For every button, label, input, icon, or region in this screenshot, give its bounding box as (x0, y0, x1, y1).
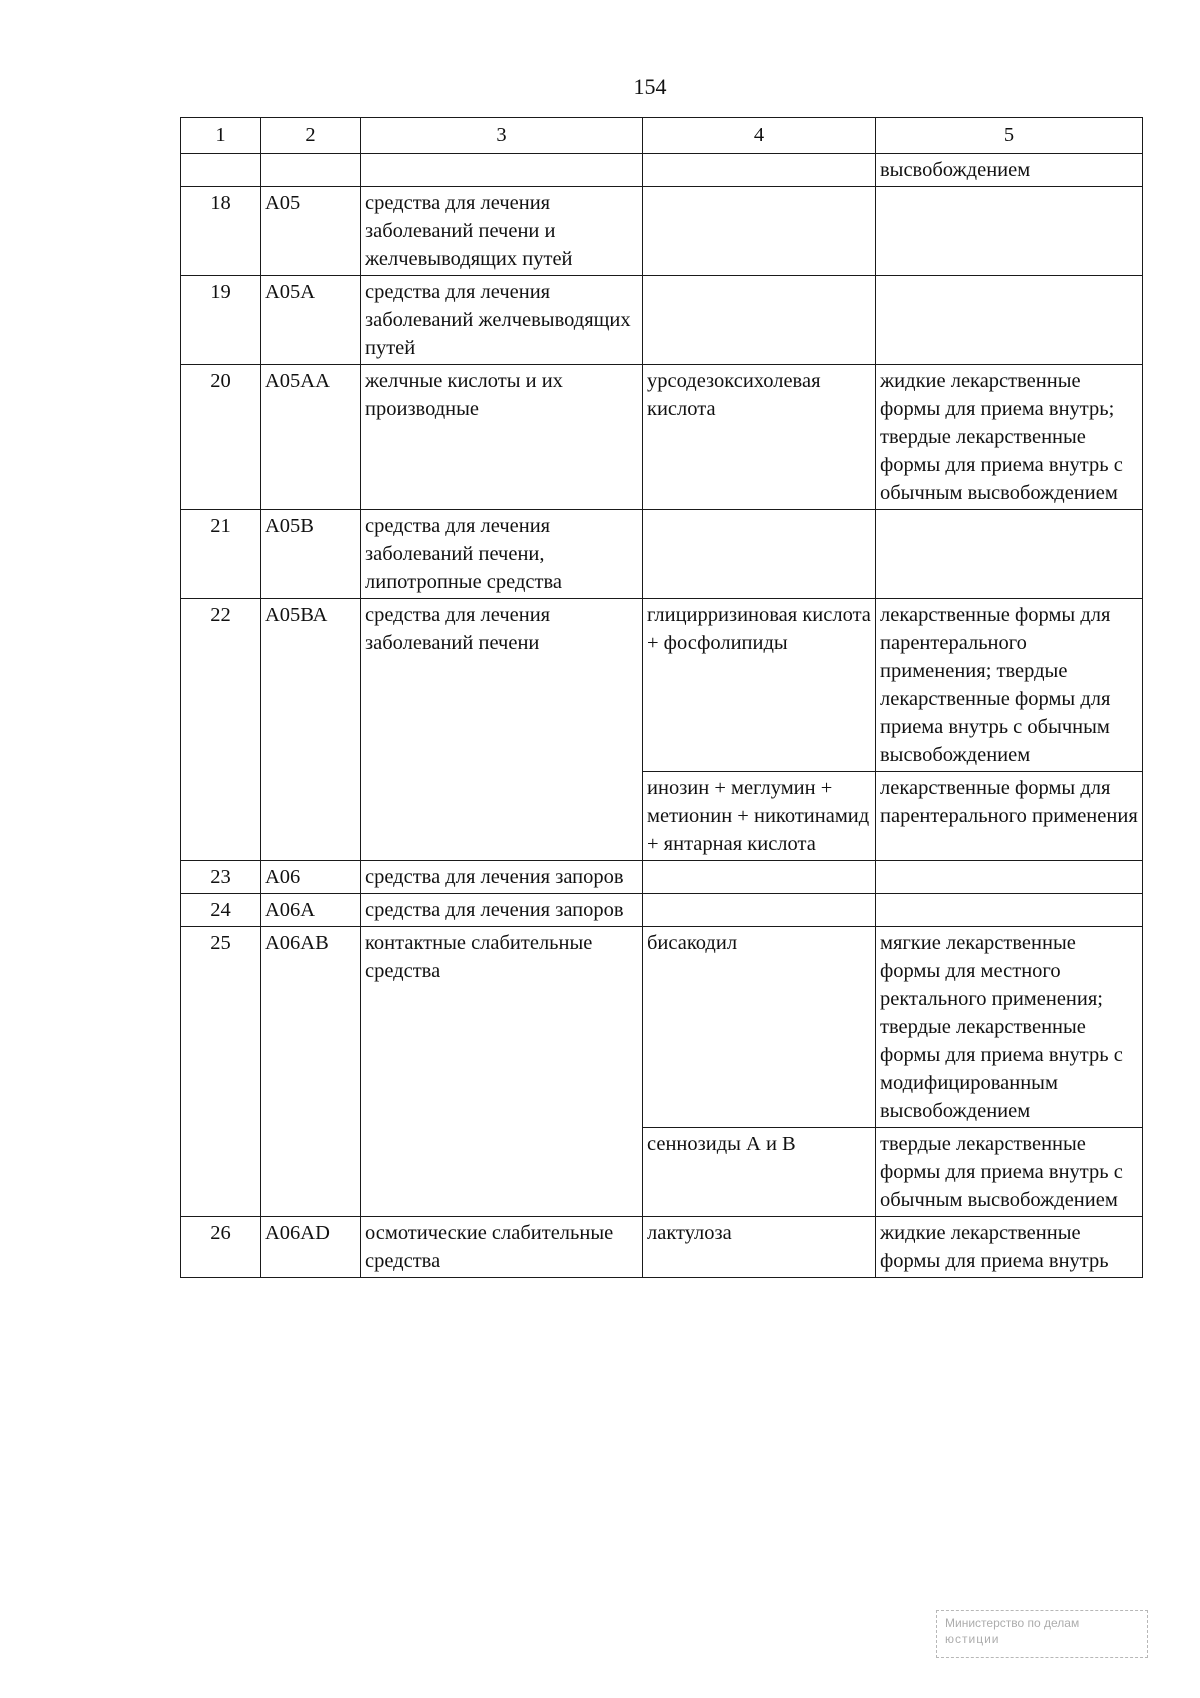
drug-name-cell: лактулоза (643, 1217, 876, 1278)
atc-code-cell: А06АВ (261, 927, 361, 1217)
table-row (181, 187, 1143, 276)
table-row (181, 861, 1143, 894)
header-cell-5: 5 (876, 118, 1143, 154)
dosage-forms-cell: жидкие лекарственные формы для приема внутрь (876, 1217, 1143, 1278)
row-number-cell: 23 (181, 861, 261, 894)
atc-code-cell: А05В (261, 510, 361, 599)
row-number-cell: 25 (181, 927, 261, 1217)
drug-name-cell: бисакодил (643, 927, 876, 1128)
dosage-forms-cell: лекарственные формы для парентерального применения; твердые лекарственные формы для приема внутрь с обычным высвобождением (876, 599, 1143, 772)
atc-code-cell: А05АА (261, 365, 361, 510)
dosage-forms-cell (876, 187, 1143, 276)
atc-code-cell: А05 (261, 187, 361, 276)
table-row (181, 927, 1143, 1128)
page-number: 154 (633, 74, 667, 99)
atc-code-cell: А06AD (261, 1217, 361, 1278)
empty-cell (643, 154, 876, 187)
dosage-forms-cell (876, 510, 1143, 599)
drug-name-cell (643, 187, 876, 276)
header-cell-2: 2 (261, 118, 361, 154)
dosage-forms-cell: твердые лекарственные формы для приема внутрь с обычным высвобождением (876, 1128, 1143, 1217)
drug-name-cell (643, 276, 876, 365)
table-row (181, 1217, 1143, 1278)
drug-name-cell: глицирризиновая кислота + фосфолипиды (643, 599, 876, 772)
stamp-line-2: юстиции (945, 1632, 1000, 1646)
table-body (181, 118, 1143, 1278)
header-cell-1: 1 (181, 118, 261, 154)
row-number-cell: 18 (181, 187, 261, 276)
dosage-forms-cell: жидкие лекарственные формы для приема внутрь; твердые лекарственные формы для приема внутрь с обычным высвобождением (876, 365, 1143, 510)
group-name-cell: контактные слабительные средства (361, 927, 643, 1217)
drug-name-cell: сеннозиды А и В (643, 1128, 876, 1217)
empty-cell (361, 154, 643, 187)
empty-cell (261, 154, 361, 187)
header-cell-3: 3 (361, 118, 643, 154)
stamp-line-1: Министерство по делам (945, 1616, 1080, 1630)
header-cell-4: 4 (643, 118, 876, 154)
atc-code-cell: А06А (261, 894, 361, 927)
drug-name-cell (643, 861, 876, 894)
row-number-cell: 21 (181, 510, 261, 599)
dosage-forms-cell (876, 861, 1143, 894)
row-number-cell: 26 (181, 1217, 261, 1278)
row-number-cell: 19 (181, 276, 261, 365)
drug-name-cell: урсодезоксихолевая кислота (643, 365, 876, 510)
atc-code-cell: А05ВА (261, 599, 361, 861)
drug-name-cell (643, 894, 876, 927)
group-name-cell: средства для лечения заболеваний печени (361, 599, 643, 861)
group-name-cell: средства для лечения заболеваний печени, липотропные средства (361, 510, 643, 599)
table-row (181, 510, 1143, 599)
drug-name-cell (643, 510, 876, 599)
group-name-cell: средства для лечения запоров (361, 861, 643, 894)
continuation-row (181, 154, 1143, 187)
table-row (181, 365, 1143, 510)
group-name-cell: средства для лечения запоров (361, 894, 643, 927)
atc-code-cell: А05А (261, 276, 361, 365)
row-number-cell: 24 (181, 894, 261, 927)
table-row (181, 894, 1143, 927)
empty-cell (181, 154, 261, 187)
group-name-cell: средства для лечения заболеваний желчевыводящих путей (361, 276, 643, 365)
row-number-cell: 20 (181, 365, 261, 510)
atc-code-cell: А06 (261, 861, 361, 894)
group-name-cell: желчные кислоты и их производные (361, 365, 643, 510)
header-row (181, 118, 1143, 154)
dosage-forms-cell: мягкие лекарственные формы для местного ректального применения; твердые лекарственные формы для приема внутрь с модифицированным высвобождением (876, 927, 1143, 1128)
table-row (181, 276, 1143, 365)
continuation-forms-cell: высвобождением (876, 154, 1143, 187)
registration-stamp (936, 1610, 1148, 1658)
dosage-forms-cell (876, 276, 1143, 365)
drug-name-cell: инозин + меглумин + метионин + никотинамид + янтарная кислота (643, 772, 876, 861)
table-row (181, 599, 1143, 772)
group-name-cell: осмотические слабительные средства (361, 1217, 643, 1278)
row-number-cell: 22 (181, 599, 261, 861)
dosage-forms-cell: лекарственные формы для парентерального применения (876, 772, 1143, 861)
drug-table (180, 117, 1143, 1278)
dosage-forms-cell (876, 894, 1143, 927)
group-name-cell: средства для лечения заболеваний печени и желчевыводящих путей (361, 187, 643, 276)
